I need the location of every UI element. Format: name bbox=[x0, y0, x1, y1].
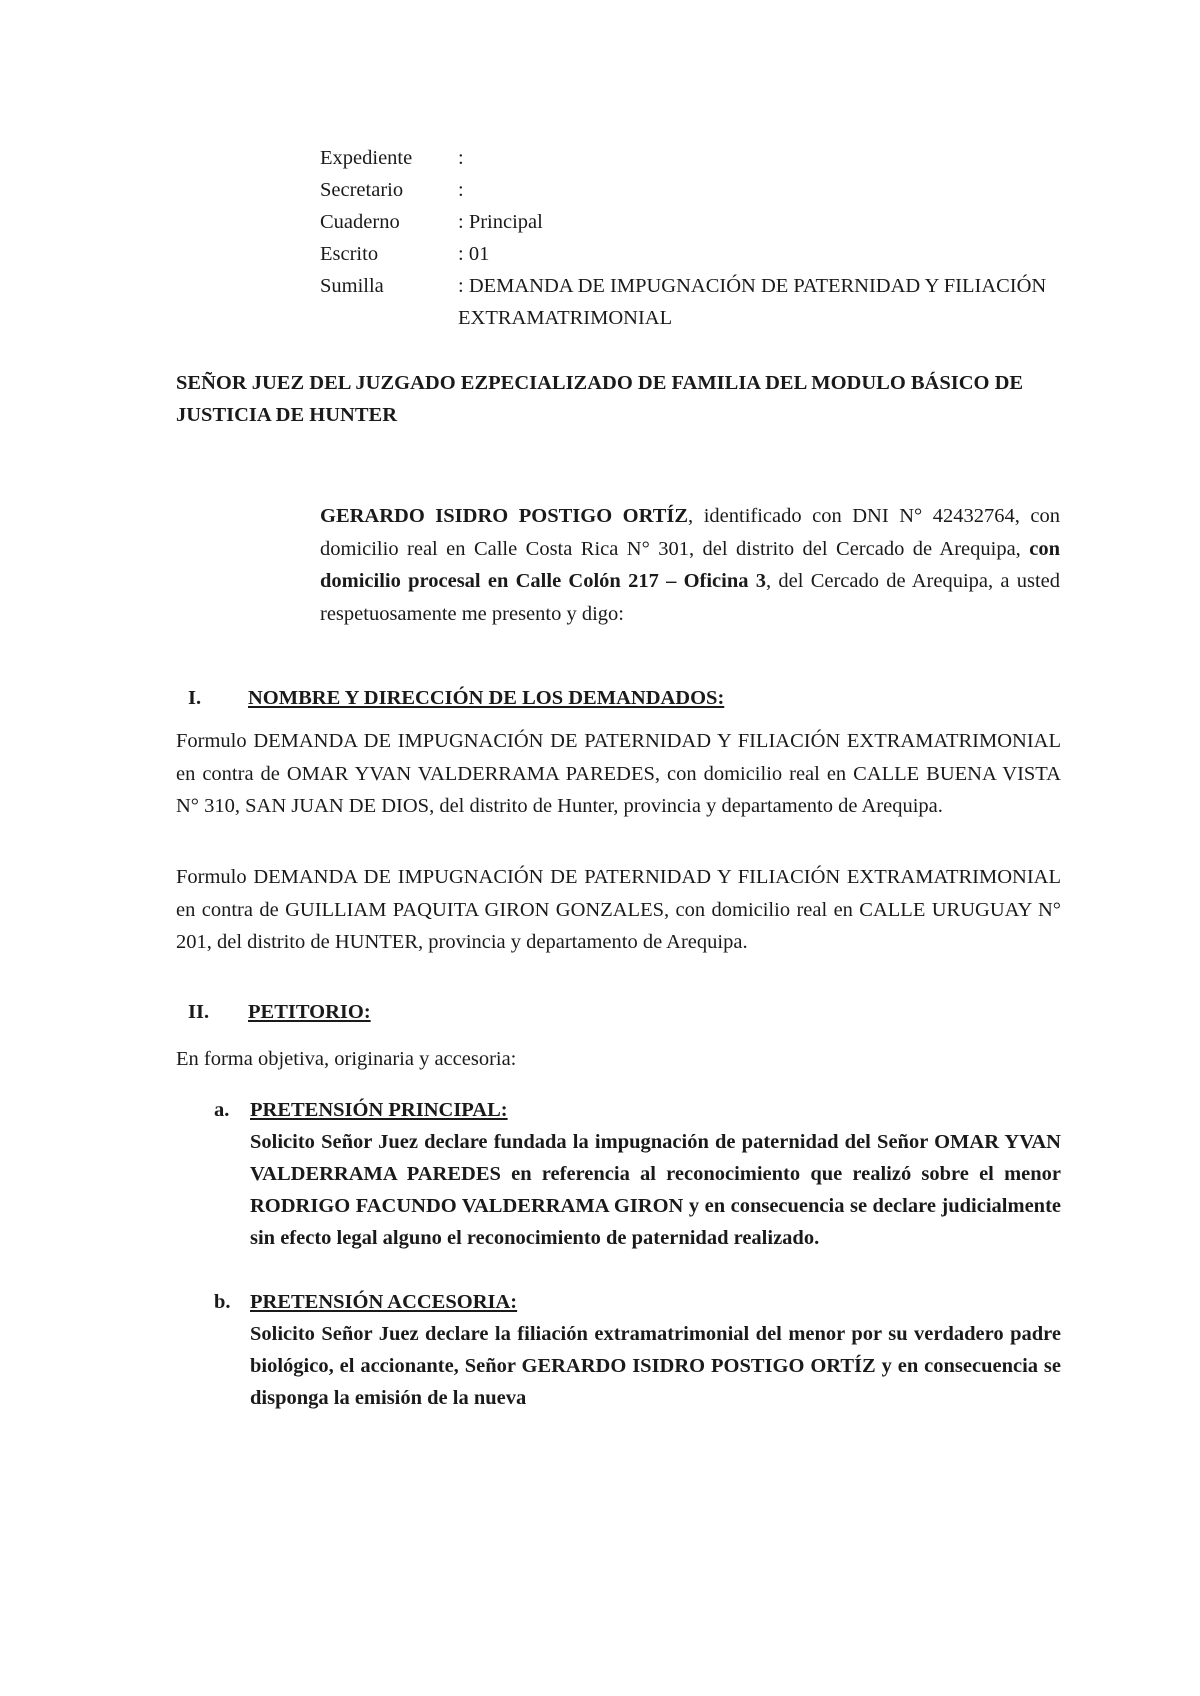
header-label: Secretario bbox=[320, 179, 404, 201]
section-title: PETITORIO: bbox=[248, 1001, 371, 1023]
petition-item-a bbox=[214, 1094, 1061, 1254]
header-value: : Principal bbox=[458, 211, 543, 233]
defendant-paragraph-1: Formulo DEMANDA DE IMPUGNACIÓN DE PATERNIDAD Y FILIACIÓN EXTRAMATRIMONIAL en contra de OMAR YVAN VALDERRAMA PAREDES, con domicilio real en CALLE BUENA VISTA N° 310, SAN JUAN DE DIOS, del distrito de Hunter, provincia y departamento de Arequipa. bbox=[176, 730, 1061, 817]
header-row-expediente bbox=[320, 142, 1060, 174]
header-value: : bbox=[458, 179, 464, 201]
section-number: I. bbox=[188, 687, 202, 709]
petition-item-b bbox=[214, 1286, 1061, 1414]
claimant-name: GERARDO ISIDRO POSTIGO ORTÍZ bbox=[320, 505, 689, 527]
procedural-address: con domicilio procesal en Calle Colón 217 – Oficina 3 bbox=[320, 537, 1060, 592]
header-row-secretario bbox=[320, 174, 1060, 206]
defendant-paragraph-2: Formulo DEMANDA DE IMPUGNACIÓN DE PATERNIDAD Y FILIACIÓN EXTRAMATRIMONIAL en contra de GUILLIAM PAQUITA GIRON GONZALES, con domicilio real en CALLE URUGUAY N° 201, del distrito de HUNTER, provincia y departamento de Arequipa. bbox=[176, 866, 1061, 953]
header-value: : 01 bbox=[458, 243, 490, 265]
item-letter: a. bbox=[214, 1099, 230, 1121]
header-label: Cuaderno bbox=[320, 211, 400, 233]
claimant-text-end: , del Cercado de Arequipa, a usted respetuosamente me presento y digo: bbox=[320, 570, 1060, 625]
petition-lead: En forma objetiva, originaria y accesoria: bbox=[176, 1048, 517, 1070]
addressee: SEÑOR JUEZ DEL JUZGADO EZPECIALIZADO DE FAMILIA DEL MODULO BÁSICO DE JUSTICIA DE HUNTER bbox=[176, 372, 1024, 426]
header-label: Sumilla bbox=[320, 275, 384, 297]
case-header bbox=[320, 142, 1060, 334]
section-heading-1 bbox=[188, 682, 724, 714]
claimant-text: , identificado con DNI N° 42432764, con domicilio real en Calle Costa Rica N° 301, del distrito del Cercado de Arequipa, bbox=[320, 505, 1060, 560]
claimant-intro bbox=[320, 500, 1060, 630]
item-title: PRETENSIÓN PRINCIPAL: bbox=[250, 1099, 508, 1121]
section-number: II. bbox=[188, 1001, 210, 1023]
item-text: Solicito Señor Juez declare la filiación extramatrimonial del menor por su verdadero padre biológico, el accionante, Señor GERARDO ISIDRO POSTIGO ORTÍZ y en consecuencia se disponga la emisión de la nueva bbox=[250, 1323, 1061, 1409]
header-label: Expediente bbox=[320, 147, 413, 169]
header-label: Escrito bbox=[320, 243, 379, 265]
header-row-escrito bbox=[320, 238, 1060, 270]
header-row-cuaderno bbox=[320, 206, 1060, 238]
section-heading-2 bbox=[188, 996, 371, 1028]
item-text: Solicito Señor Juez declare fundada la impugnación de paternidad del Señor OMAR YVAN VALDERRAMA PAREDES en referencia al reconocimiento que realizó sobre el menor RODRIGO FACUNDO VALDERRAMA GIRON y en consecuencia se declare judicialmente sin efecto legal alguno el reconocimiento de paternidad realizado. bbox=[250, 1131, 1061, 1249]
header-row-sumilla bbox=[320, 270, 1060, 334]
item-letter: b. bbox=[214, 1291, 231, 1313]
section-title: NOMBRE Y DIRECCIÓN DE LOS DEMANDADOS: bbox=[248, 687, 725, 709]
item-title: PRETENSIÓN ACCESORIA: bbox=[250, 1291, 518, 1313]
header-value: : bbox=[458, 147, 464, 169]
header-value: : DEMANDA DE IMPUGNACIÓN DE PATERNIDAD Y FILIACIÓN EXTRAMATRIMONIAL bbox=[458, 275, 1047, 329]
